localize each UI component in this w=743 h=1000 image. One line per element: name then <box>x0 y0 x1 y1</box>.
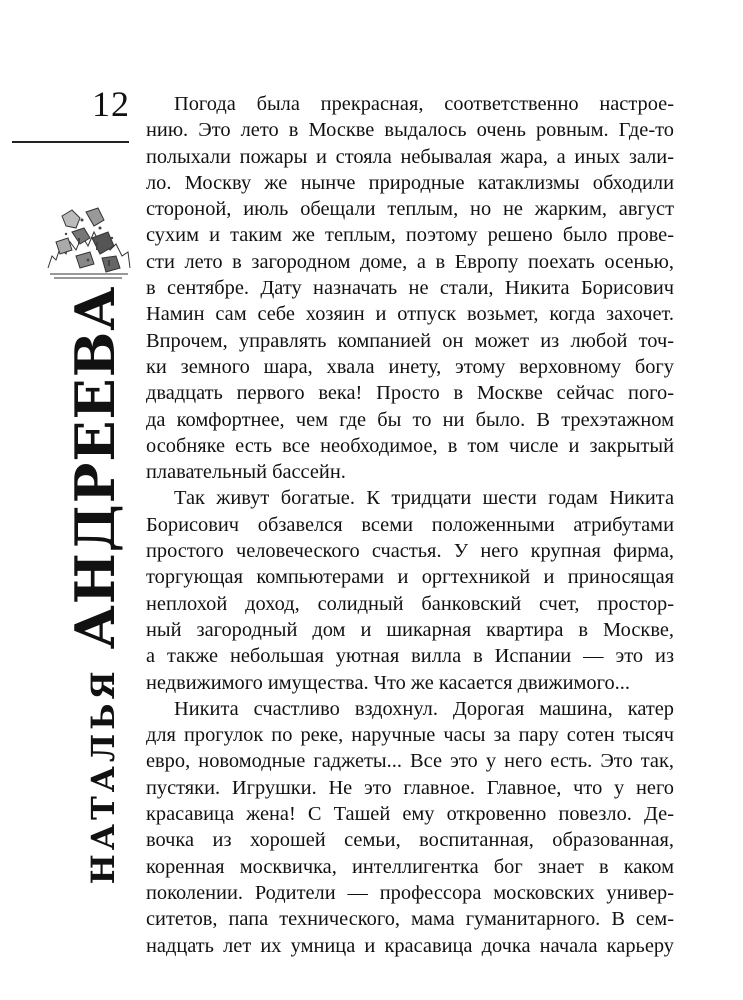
text-line: плавательный бассейн. <box>146 461 346 484</box>
text-line: полыхали пожары и стояла небывалая жара, а иных зали- <box>146 145 674 168</box>
text-line: а также небольшая уютная вилла в Испании — это из <box>146 645 674 668</box>
text-line: в сентябре. Дату назначать не стали, Никита Борисович <box>146 277 674 300</box>
text-line: Никита счастливо вздохнул. Дорогая машина, катер <box>174 697 674 720</box>
text-line: двадцать первого века! Просто в Москве сейчас пого- <box>146 382 674 405</box>
text-line: Намин сам себе хозяин и отпуск возьмет, когда захочет. <box>146 303 674 326</box>
text-line: пустяки. Игрушки. Не это главное. Главное, что у него <box>146 776 674 799</box>
text-line: вочка из хорошей семьи, воспитанная, образованная, <box>146 829 674 852</box>
author-name-vertical <box>50 285 140 885</box>
text-line: ки земного шара, хвала инету, этому верховному богу <box>146 355 674 378</box>
city-vignette-illustration <box>42 198 134 284</box>
text-line: евро, новомодные гаджеты... Все это у него есть. Это так, <box>146 750 674 773</box>
text-line: стороной, июль обещали теплым, но не жарким, август <box>146 198 674 221</box>
text-line: коренная москвичка, интеллигентка бог знает в каком <box>146 855 674 878</box>
text-line: ный загородный дом и шикарная квартира в Москве, <box>146 618 674 641</box>
text-line: сти лето в загородном доме, а в Европу поехать осенью, <box>146 250 674 273</box>
text-line: Впрочем, управлять компанией он может из любой точ- <box>146 329 674 352</box>
text-line: неплохой доход, солидный банковский счет, простор- <box>146 592 674 615</box>
text-line: нию. Это лето в Москве выдалось очень ровным. Где-то <box>146 119 674 142</box>
text-line: ло. Москву же нынче природные катаклизмы обходили <box>146 171 674 194</box>
author-first-name: НАТАЛЬЯ <box>84 667 122 885</box>
text-line: да комфортнее, чем где бы то ни было. В трехэтажном <box>146 408 674 431</box>
text-line: ситетов, папа технического, мама гуманитарного. В сем- <box>146 908 674 931</box>
text-line: Так живут богатые. К тридцати шести годам Никита <box>174 487 674 510</box>
text-line: простого человеческого счастья. У него крупная фирма, <box>146 540 674 563</box>
text-line: недвижимого имущества. Что же касается движимого... <box>146 671 630 694</box>
author-last-name: АНДРЕЕВА <box>63 285 127 650</box>
text-line: для прогулок по реке, наручные часы за пару сотен тысяч <box>146 724 674 747</box>
text-line: красавица жена! С Ташей ему откровенно повезло. Де- <box>146 803 674 826</box>
text-line: надцать лет их умница и красавица дочка начала карьеру <box>146 934 674 957</box>
header-rule <box>12 141 129 143</box>
page-number: 12 <box>92 84 130 124</box>
text-line: поколении. Родители — профессора московских универ- <box>146 881 674 904</box>
text-line: сухим и таким же теплым, поэтому решено было прове- <box>146 224 674 247</box>
body-text <box>146 91 674 959</box>
text-line: особняке есть все необходимое, в том числе и закрытый <box>146 434 674 457</box>
text-line: торгующая компьютерами и оргтехникой и приносящая <box>146 566 674 589</box>
text-line: Борисович обзавелся всеми положенными атрибутами <box>146 513 674 536</box>
text-line: Погода была прекрасная, соответственно настрое- <box>174 93 674 115</box>
